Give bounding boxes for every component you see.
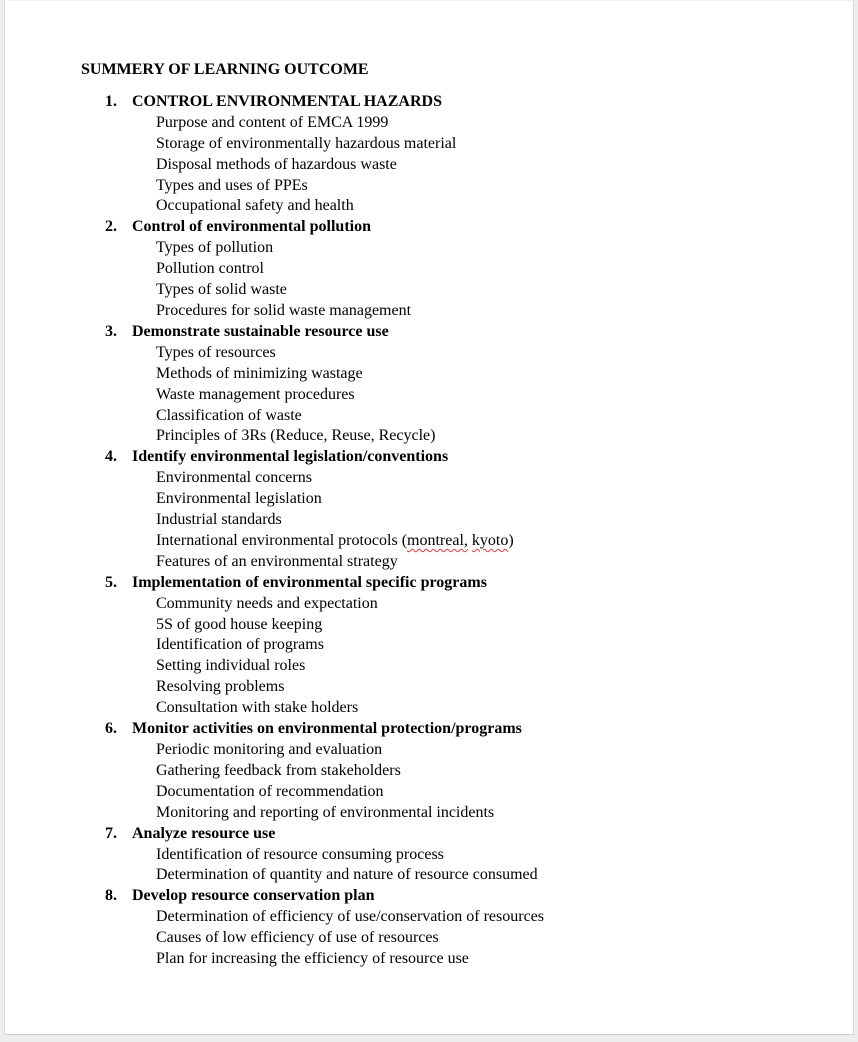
text-fragment: International environmental protocols ( (156, 531, 408, 549)
list-item-number: 8. (105, 887, 117, 905)
list-sub-item: Setting individual roles (156, 657, 306, 675)
list-item (105, 217, 823, 322)
list-item (105, 886, 823, 970)
list-sub-item: Industrial standards (156, 511, 282, 529)
list-item-heading-row (105, 92, 823, 113)
list-sub-item: Identification of resource consuming process (156, 845, 444, 863)
page-title: SUMMERY OF LEARNING OUTCOME (81, 61, 369, 78)
list-sub-item: Storage of environmentally hazardous material (156, 134, 457, 152)
list-item-number: 2. (105, 218, 117, 236)
list-item-heading: Monitor activities on environmental protection/programs (132, 720, 522, 738)
list-item-heading-row (105, 573, 823, 594)
list-sub-item: Community needs and expectation (156, 594, 378, 612)
list-item-number: 4. (105, 448, 117, 466)
list-item-heading: CONTROL ENVIRONMENTAL HAZARDS (132, 92, 442, 110)
list-sub-item: Consultation with stake holders (156, 699, 359, 717)
list-sub-item: Purpose and content of EMCA 1999 (156, 113, 389, 131)
list-sub-item: Gathering feedback from stakeholders (156, 761, 401, 779)
list-item (105, 322, 823, 447)
list-sub-item: Features of an environmental strategy (156, 552, 398, 570)
list-item-number: 5. (105, 573, 117, 591)
list-sub-item: Types and uses of PPEs (156, 176, 308, 194)
list-sub-item (156, 531, 823, 552)
list-sub-item: Classification of waste (156, 406, 302, 424)
list-sub-item: Types of solid waste (156, 281, 287, 299)
list-item-heading: Analyze resource use (132, 824, 276, 842)
list-item-heading: Identify environmental legislation/conventions (132, 448, 449, 466)
list-sub-item: Documentation of recommendation (156, 782, 384, 800)
list-sub-item: Disposal methods of hazardous waste (156, 155, 397, 173)
list-item-number: 6. (105, 720, 117, 738)
list-item-number: 3. (105, 322, 117, 340)
list-sub-item: Identification of programs (156, 636, 324, 654)
list-sub-item: Methods of minimizing wastage (156, 364, 363, 382)
list-item-number: 7. (105, 824, 117, 842)
list-item-heading-row (105, 322, 823, 343)
list-sub-item: Waste management procedures (156, 385, 355, 403)
list-sub-item: Environmental concerns (156, 469, 312, 487)
outcome-list (81, 92, 823, 970)
misspelled-word: kyoto (471, 531, 509, 549)
misspelled-word: montreal, (407, 531, 468, 549)
list-sub-item: Determination of quantity and nature of resource consumed (156, 866, 538, 884)
list-sub-item: Periodic monitoring and evaluation (156, 741, 383, 758)
list-item-heading: Demonstrate sustainable resource use (132, 322, 389, 340)
list-item (105, 719, 823, 824)
list-item-heading-row (105, 886, 823, 907)
list-sub-item: Principles of 3Rs (Reduce, Reuse, Recycle) (156, 427, 436, 445)
list-item (105, 824, 823, 887)
list-sub-item: Occupational safety and health (156, 197, 354, 215)
list-sub-item: Types of resources (156, 343, 276, 361)
list-item-heading-row (105, 447, 823, 468)
list-item (105, 92, 823, 217)
list-item (105, 573, 823, 719)
list-sub-item: Pollution control (156, 260, 264, 278)
list-sub-item: Monitoring and reporting of environmental incidents (156, 803, 495, 821)
list-item-heading: Develop resource conservation plan (132, 887, 375, 905)
list-sub-item: Plan for increasing the efficiency of resource use (156, 950, 469, 968)
list-item-heading-row (105, 824, 823, 845)
list-sub-item: Resolving problems (156, 678, 285, 696)
list-sub-item: Causes of low efficiency of use of resources (156, 929, 439, 947)
list-item (105, 447, 823, 572)
document-content (5, 1, 853, 970)
list-item-heading-row (105, 217, 823, 238)
document-page[interactable] (4, 0, 854, 1035)
list-item-heading: Control of environmental pollution (132, 218, 371, 236)
list-sub-item: 5S of good house keeping (156, 615, 323, 633)
list-item-heading-row (105, 719, 823, 740)
list-sub-item: Environmental legislation (156, 490, 322, 508)
list-sub-item: Procedures for solid waste management (156, 301, 412, 319)
text-fragment: ) (508, 531, 514, 549)
list-sub-item: Types of pollution (156, 239, 274, 257)
list-item-number: 1. (105, 92, 117, 110)
list-sub-item: Determination of efficiency of use/conservation of resources (156, 908, 544, 926)
list-item-heading: Implementation of environmental specific programs (132, 573, 487, 591)
